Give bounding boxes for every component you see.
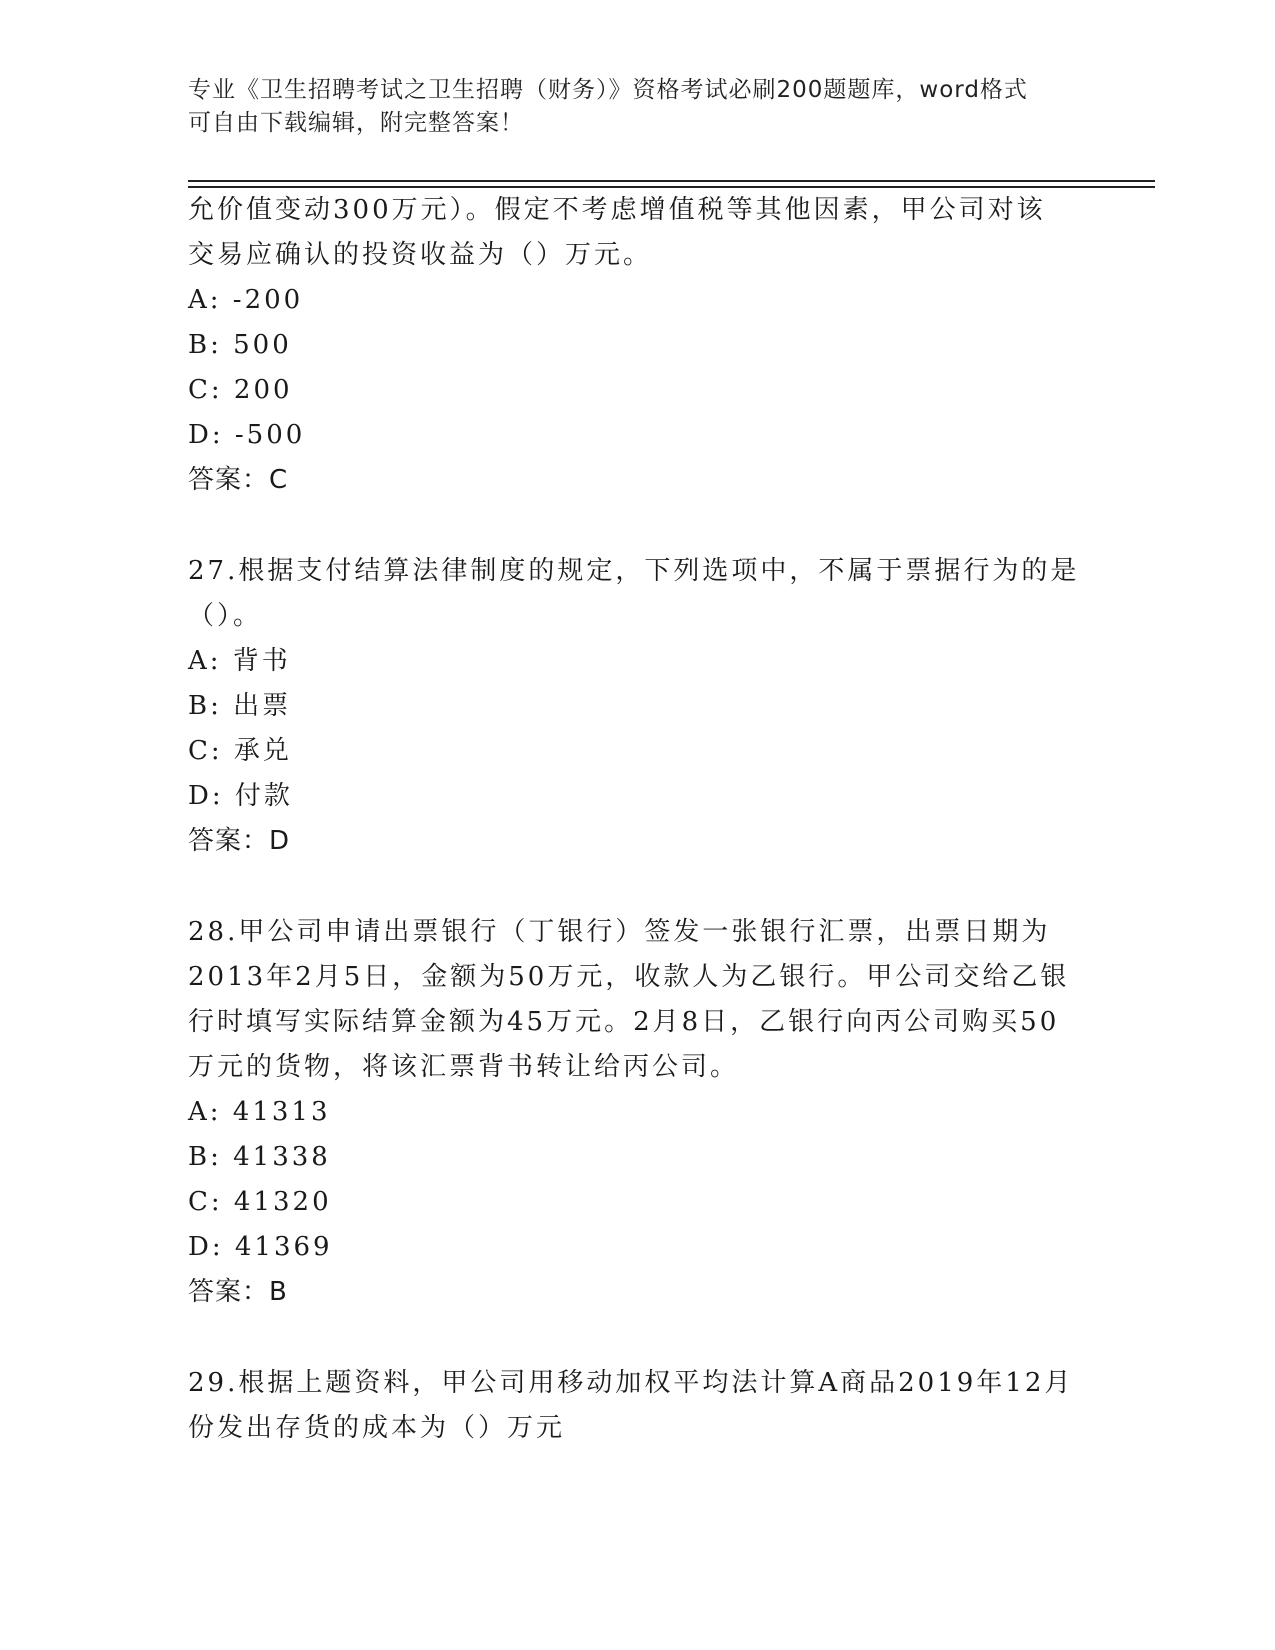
option-b: B: 500 [188,330,292,360]
question-stem-line: 交易应确认的投资收益为（）万元。 [188,240,653,270]
question-stem-line: 允价值变动300万元）。假定不考虑增值税等其他因素，甲公司对该 [188,195,1046,225]
question-stem-line: 29.根据上题资料，甲公司用移动加权平均法计算A商品2019年12月 [188,1368,1074,1398]
question-stem-line: 万元的货物，将该汇票背书转让给丙公司。 [188,1052,740,1082]
option-a: A: 41313 [188,1097,331,1127]
question-stem-line: 行时填写实际结算金额为45万元。2月8日，乙银行向丙公司购买50 [188,1007,1060,1037]
spacer [188,503,1088,549]
answer-line: 答案：B [188,1277,288,1307]
header-line-2: 可自由下载编辑，附完整答案！ [188,110,524,136]
spacer [188,864,1088,910]
question-stem-line: （）。 [188,601,263,631]
question-27 [188,549,1088,864]
header-rule-top [188,180,1155,182]
question-stem-line: 28.甲公司申请出票银行（丁银行）签发一张银行汇票，出票日期为 [188,917,1051,947]
option-a: A: 背书 [188,646,291,676]
option-d: D: 付款 [188,781,293,811]
document-header [188,74,1088,140]
option-c: C: 200 [188,375,293,405]
question-stem-line: 份发出存货的成本为（）万元 [188,1413,566,1443]
spacer [188,1315,1088,1361]
option-c: C: 承兑 [188,736,292,766]
option-b: B: 41338 [188,1142,331,1172]
option-d: D: 41369 [188,1232,333,1262]
option-b: B: 出票 [188,691,292,721]
document-body [188,188,1088,1451]
question-stem-line: 27.根据支付结算法律制度的规定，下列选项中，不属于票据行为的是 [188,556,1080,586]
option-d: D: -500 [188,420,306,450]
answer-line: 答案：D [188,826,291,856]
question-stem-line: 2013年2月5日，金额为50万元，收款人为乙银行。甲公司交给乙银 [188,962,1070,992]
question-29 [188,1361,1088,1451]
option-c: C: 41320 [188,1187,332,1217]
header-line-1: 专业《卫生招聘考试之卫生招聘（财务）》资格考试必刷200题题库，word格式 [188,77,1028,103]
question-26 [188,188,1088,503]
question-28 [188,910,1088,1315]
answer-line: 答案：C [188,465,289,495]
option-a: A: -200 [188,285,304,315]
